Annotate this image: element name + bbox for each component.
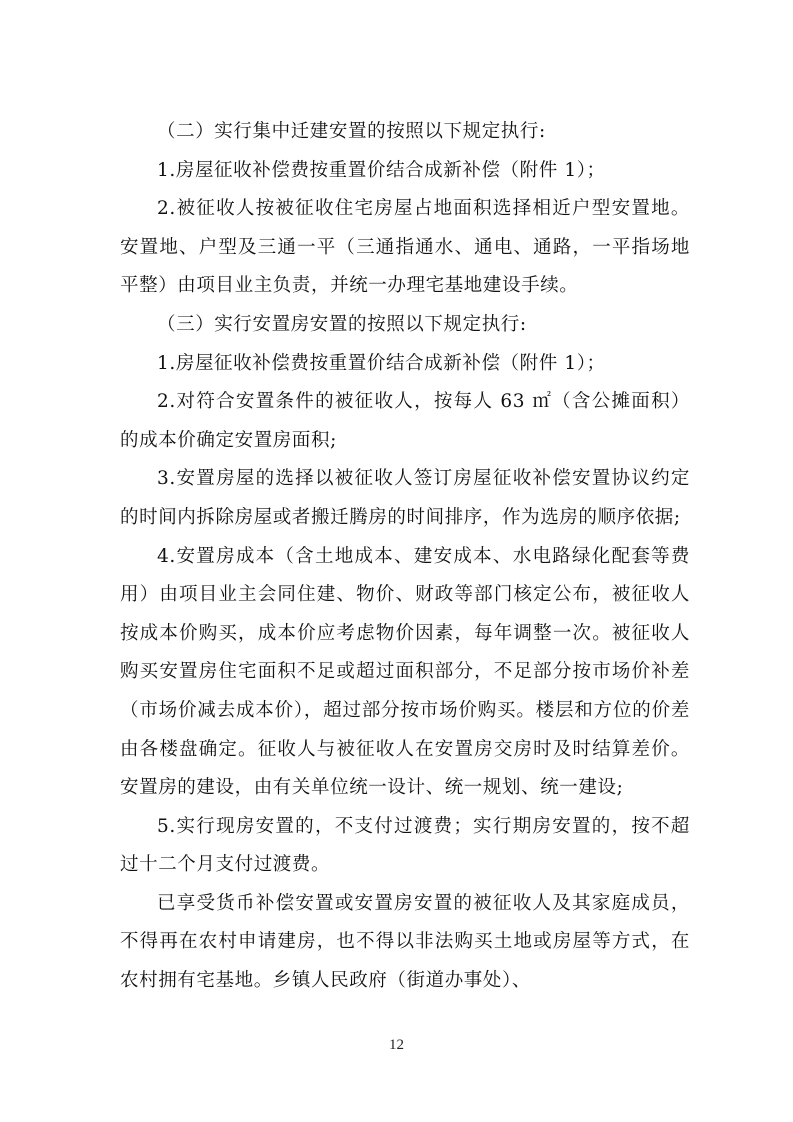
section-heading-2: （二）实行集中迁建安置的按照以下规定执行: xyxy=(157,121,546,142)
paragraph-item-3b: 3.安置房屋的选择以被征收人签订房屋征收补偿安置协议约定的时间内拆除房屋或者搬迁腾房的时间排序，作为选房的顺序依据; xyxy=(120,468,690,528)
paragraph-item-5b: 5.实行现房安置的，不支付过渡费；实行期房安置的，按不超过十二个月支付过渡费。 xyxy=(120,815,690,876)
document-body xyxy=(120,113,690,1001)
paragraph-item-2b: 2.对符合安置条件的被征收人，按每人 63 ㎡（含公摊面积）的成本价确定安置房面积; xyxy=(120,391,690,451)
paragraph-item-1: 1.房屋征收补偿费按重置价结合成新补偿（附件 1）； xyxy=(157,159,606,181)
paragraph-item-4b: 4.安置房成本（含土地成本、建安成本、水电路绿化配套等费用）由项目业主会同住建、物价、财政等部门核定公布，被征收人按成本价购买，成本价应考虑物价因素，每年调整一次。被征收人购买安置房住宅面积不足或超过面积部分，不足部分按市场价补差（市场价减去成本价），超过部分按市场价购买。楼层和方位的价差由各楼盘确定。征收人与被征收人在安置房交房时及时结算差价。安置房的建设，由有关单位统一设计、统一规划、统一建设; xyxy=(120,545,690,799)
paragraph-closing: 已享受货币补偿安置或安置房安置的被征收人及其家庭成员，不得再在农村申请建房，也不得以非法购买土地或房屋等方式，在农村拥有宅基地。乡镇人民政府（街道办事处）、 xyxy=(120,892,690,992)
section-heading-3: （三）实行安置房安置的按照以下规定执行: xyxy=(157,313,527,335)
paragraph-item-1b: 1.房屋征收补偿费按重置价结合成新补偿（附件 1）； xyxy=(157,352,606,374)
paragraph-item-2: 2.被征收人按被征收住宅房屋占地面积选择相近户型安置地。安置地、户型及三通一平（三通指通水、通电、通路，一平指场地平整）由项目业主负责，并统一办理宅基地建设手续。 xyxy=(120,198,690,297)
page-number: 12 xyxy=(389,1037,404,1053)
